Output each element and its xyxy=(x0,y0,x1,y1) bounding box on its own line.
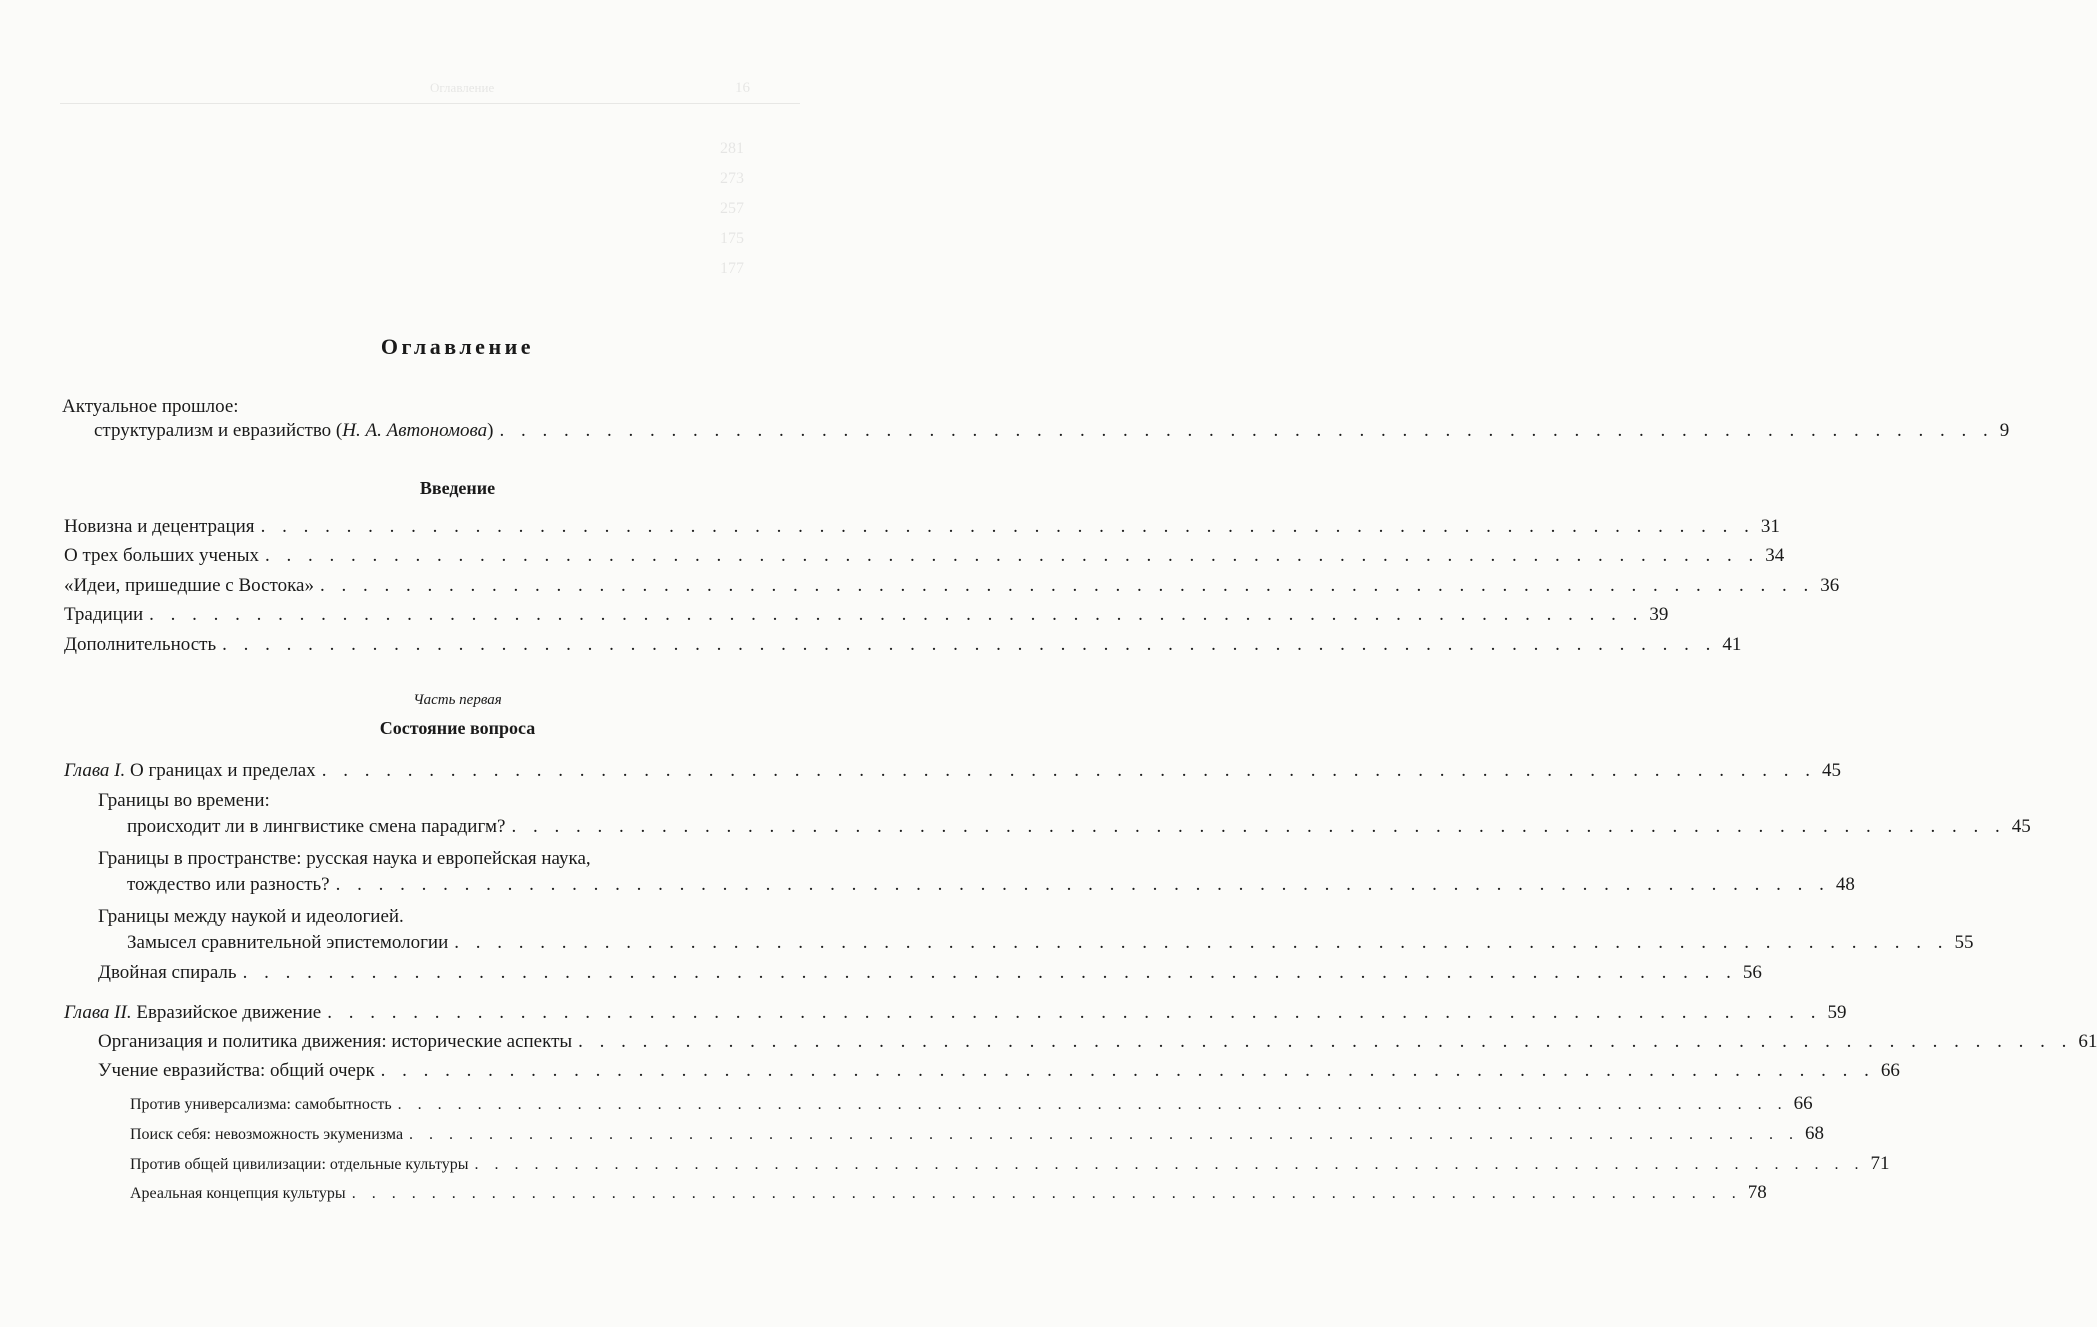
page-number: 31 xyxy=(1760,516,1780,537)
dot-leader: . . . . . . . . . . . . . . . . . . . . . . . . . . . . . . . . . . . . . . . . . . . . . . . . . . . . . . . . . . . . . . . . . . . . . . xyxy=(321,760,1816,781)
dot-leader: . . . . . . . . . . . . . . . . . . . . . . . . . . . . . . . . . . . . . . . . . . . . . . . . . . . . . . . . . . . . . . . . . . . . . . xyxy=(511,816,2006,837)
page-number: 39 xyxy=(1649,604,1669,625)
subsubsection-label: Ареальная концепция культуры xyxy=(130,1185,346,1202)
intro-author: Н. А. Автономова xyxy=(342,420,488,441)
subsubsection-entry[interactable] xyxy=(130,1153,1890,1181)
dot-leader: . . . . . . . . . . . . . . . . . . . . . . . . . . . . . . . . . . . . . . . . . . . . . . . . . . . . . . . . . . . . . . . . . . . . . . xyxy=(380,1060,1875,1081)
page-number: 34 xyxy=(1765,545,1785,566)
chapter-prefix: Глава I. xyxy=(64,760,126,781)
subsubsection-label: Против общей цивилизации: отдельные культуры xyxy=(130,1156,469,1173)
subsection-entry[interactable] xyxy=(98,1031,2097,1059)
page-number: 68 xyxy=(1805,1123,1825,1144)
page-number: 36 xyxy=(1820,575,1840,596)
subsection-entry[interactable] xyxy=(127,874,1855,902)
subsubsection-entry[interactable] xyxy=(130,1182,1767,1210)
intro-entry-label: структурализм и евразийство (Н. А. Автономова) xyxy=(94,420,494,441)
subsection-label-line1: Границы в пространстве: русская наука и европейская наука, xyxy=(98,848,591,869)
subsection-label: Замысел сравнительной эпистемологии xyxy=(127,932,449,953)
page-number: 41 xyxy=(1722,634,1742,655)
dot-leader: . . . . . . . . . . . . . . . . . . . . . . . . . . . . . . . . . . . . . . . . . . . . . . . . . . . . . . . . . . . . . . . . . . . . . . xyxy=(351,1185,1742,1202)
page-number: 78 xyxy=(1747,1182,1767,1203)
toc-entry[interactable] xyxy=(64,604,1669,632)
subsection-entry[interactable] xyxy=(127,932,1974,960)
dot-leader: . . . . . . . . . . . . . . . . . . . . . . . . . . . . . . . . . . . . . . . . . . . . . . . . . . . . . . . . . . . . . . . . . . . . . . xyxy=(499,420,1994,441)
intro-entry[interactable] xyxy=(94,420,2010,448)
subsubsection-entry[interactable] xyxy=(130,1123,1825,1151)
toc-entry[interactable] xyxy=(64,545,1785,573)
subsection-entry[interactable] xyxy=(98,1060,1900,1088)
subsection-label: Двойная спираль xyxy=(98,962,237,983)
dot-leader: . . . . . . . . . . . . . . . . . . . . . . . . . . . . . . . . . . . . . . . . . . . . . . . . . . . . . . . . . . . . . . . . . . . . . . xyxy=(409,1126,1800,1143)
subsection-label: Организация и политика движения: исторические аспекты xyxy=(98,1031,573,1052)
toc-entry-label: Новизна и децентрация xyxy=(64,516,255,537)
subsection-label-line1: Границы во времени: xyxy=(98,790,270,811)
subsubsection-entry[interactable] xyxy=(130,1093,1813,1121)
toc-entry-label: «Идеи, пришедшие с Востока» xyxy=(64,575,314,596)
subsection-label: Учение евразийства: общий очерк xyxy=(98,1060,375,1081)
page-number: 66 xyxy=(1880,1060,1900,1081)
dot-leader: . . . . . . . . . . . . . . . . . . . . . . . . . . . . . . . . . . . . . . . . . . . . . . . . . . . . . . . . . . . . . . . . . . . . . . xyxy=(222,634,1717,655)
subsubsection-label: Против универсализма: самобытность xyxy=(130,1096,392,1113)
toc-entry-label: Дополнительность xyxy=(64,634,217,655)
page-number: 59 xyxy=(1827,1002,1847,1023)
intro-entry-line1: Актуальное прошлое: xyxy=(62,396,239,417)
section-heading-introduction: Введение xyxy=(419,478,496,498)
dot-leader: . . . . . . . . . . . . . . . . . . . . . . . . . . . . . . . . . . . . . . . . . . . . . . . . . . . . . . . . . . . . . . . . . . . . . . xyxy=(578,1031,2073,1052)
page-number: 66 xyxy=(1793,1093,1813,1114)
dot-leader: . . . . . . . . . . . . . . . . . . . . . . . . . . . . . . . . . . . . . . . . . . . . . . . . . . . . . . . . . . . . . . . . . . . . . . xyxy=(264,545,1760,566)
dot-leader: . . . . . . . . . . . . . . . . . . . . . . . . . . . . . . . . . . . . . . . . . . . . . . . . . . . . . . . . . . . . . . . . . . . . . . xyxy=(474,1156,1865,1173)
chapter-entry[interactable] xyxy=(64,1002,1847,1030)
chapter-label: Глава II. Евразийское движение xyxy=(64,1002,322,1023)
dot-leader: . . . . . . . . . . . . . . . . . . . . . . . . . . . . . . . . . . . . . . . . . . . . . . . . . . . . . . . . . . . . . . . . . . . . . . xyxy=(327,1002,1822,1023)
part-heading: Состояние вопроса xyxy=(379,718,536,738)
page-number: 56 xyxy=(1742,962,1762,983)
chapter-entry[interactable] xyxy=(64,760,1841,788)
subsection-entry[interactable] xyxy=(127,816,2031,844)
dot-leader: . . . . . . . . . . . . . . . . . . . . . . . . . . . . . . . . . . . . . . . . . . . . . . . . . . . . . . . . . . . . . . . . . . . . . . xyxy=(149,604,1644,625)
subsection-entry[interactable] xyxy=(98,962,1762,990)
page-number: 55 xyxy=(1954,932,1974,953)
subsection-label-line1: Границы между наукой и идеологией. xyxy=(98,906,404,927)
page-number: 45 xyxy=(1821,760,1841,781)
toc-entry-label: О трех больших ученых xyxy=(64,545,259,566)
dot-leader: . . . . . . . . . . . . . . . . . . . . . . . . . . . . . . . . . . . . . . . . . . . . . . . . . . . . . . . . . . . . . . . . . . . . . . xyxy=(319,575,1815,596)
toc-entry-label: Традиции xyxy=(64,604,144,625)
page-number: 45 xyxy=(2011,816,2031,837)
page-number: 48 xyxy=(1835,874,1855,895)
toc-entry[interactable] xyxy=(64,575,1840,603)
page-number: 71 xyxy=(1870,1153,1890,1174)
subsection-label: тождество или разность? xyxy=(127,874,330,895)
chapter-label: Глава I. О границах и пределах xyxy=(64,760,316,781)
subsection-label: происходит ли в лингвистике смена парадигм? xyxy=(127,816,506,837)
page-number: 61 xyxy=(2078,1031,2097,1052)
part-label: Часть первая xyxy=(413,692,502,708)
subsubsection-label: Поиск себя: невозможность экуменизма xyxy=(130,1126,404,1143)
dot-leader: . . . . . . . . . . . . . . . . . . . . . . . . . . . . . . . . . . . . . . . . . . . . . . . . . . . . . . . . . . . . . . . . . . . . . . xyxy=(335,874,1830,895)
toc-entry[interactable] xyxy=(64,516,1780,544)
page-number: 9 xyxy=(1999,420,2010,441)
dot-leader: . . . . . . . . . . . . . . . . . . . . . . . . . . . . . . . . . . . . . . . . . . . . . . . . . . . . . . . . . . . . . . . . . . . . . . xyxy=(260,516,1755,537)
page-title: Оглавление xyxy=(380,334,535,359)
dot-leader: . . . . . . . . . . . . . . . . . . . . . . . . . . . . . . . . . . . . . . . . . . . . . . . . . . . . . . . . . . . . . . . . . . . . . . xyxy=(454,932,1949,953)
dot-leader: . . . . . . . . . . . . . . . . . . . . . . . . . . . . . . . . . . . . . . . . . . . . . . . . . . . . . . . . . . . . . . . . . . . . . . xyxy=(242,962,1737,983)
dot-leader: . . . . . . . . . . . . . . . . . . . . . . . . . . . . . . . . . . . . . . . . . . . . . . . . . . . . . . . . . . . . . . . . . . . . . . xyxy=(397,1096,1788,1113)
chapter-prefix: Глава II. xyxy=(64,1002,132,1023)
toc-entry[interactable] xyxy=(64,634,1742,662)
